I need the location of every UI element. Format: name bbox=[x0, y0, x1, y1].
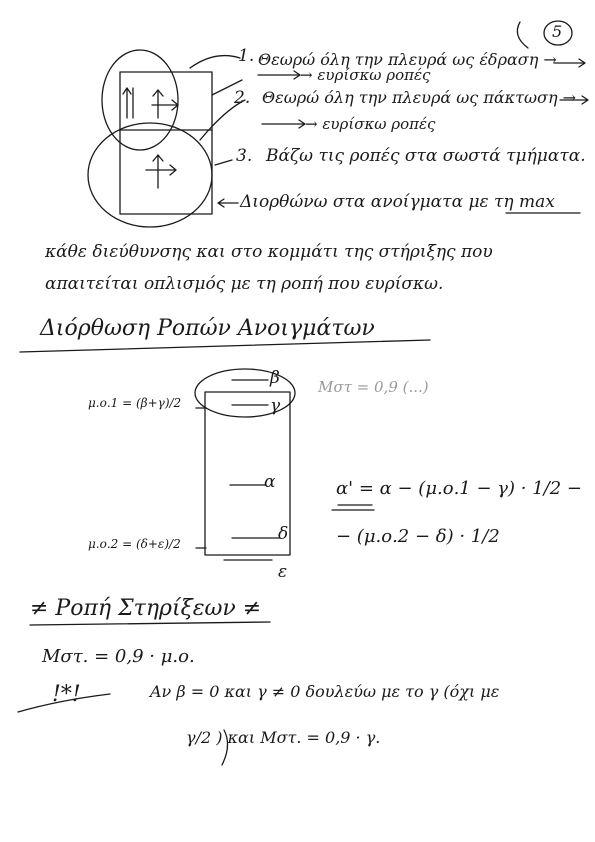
note-line-2: γ/2 ) και Mστ. = 0,9 · γ. bbox=[186, 728, 381, 747]
step-2-line1: Θεωρώ όλη την πλευρά ως πάκτωση → bbox=[262, 88, 577, 107]
step-4-line2: κάθε διεύθυνσης και στο κομμάτι της στήριξης που bbox=[45, 242, 493, 262]
page-number: 5 bbox=[552, 22, 563, 41]
formula-line-1: α' = α − (μ.ο.1 − γ) · 1/2 − bbox=[336, 478, 583, 499]
supports-formula: Mστ. = 0,9 · μ.ο. bbox=[42, 646, 195, 667]
arrow-1b bbox=[258, 71, 300, 79]
arrow-4 bbox=[218, 199, 238, 207]
step-3-num: 3. bbox=[236, 146, 253, 166]
step-1-line2: → ευρίσκω ροπές bbox=[300, 66, 431, 84]
section-underline bbox=[20, 340, 430, 352]
diagram-label-a: α bbox=[264, 472, 276, 492]
diagram-label-d: δ bbox=[278, 524, 289, 544]
corner-flourish bbox=[517, 22, 528, 48]
step-1-num: 1. bbox=[238, 46, 255, 66]
step-4-line3: απαιτείται οπλισμός με τη ροπή που ευρίσκω. bbox=[45, 274, 444, 294]
mo2-label: μ.ο.2 = (δ+ε)/2 bbox=[88, 537, 181, 551]
diagram-label-b: β bbox=[270, 368, 280, 388]
step-2-line2: → ευρίσκω ροπές bbox=[305, 115, 436, 133]
formula-line-2: − (μ.ο.2 − δ) · 1/2 bbox=[336, 526, 500, 547]
arrow-2b bbox=[262, 120, 305, 128]
section-title: Διόρθωση Ροπών Ανοιγμάτων bbox=[40, 316, 375, 341]
diagram-label-g: γ bbox=[270, 396, 281, 416]
diagram-label-e: ε bbox=[278, 562, 288, 582]
step-1-line1: Θεωρώ όλη την πλευρά ως έδραση → bbox=[258, 50, 557, 69]
supports-title: ≠ Ροπή Στηρίξεων ≠ bbox=[30, 596, 262, 621]
step-4-line1: Διορθώνω στα ανοίγματα με τη max bbox=[240, 192, 555, 212]
step-2-num: 2. bbox=[234, 88, 251, 108]
step-3-line1: Βάζω τις ροπές στα σωστά τμήματα. bbox=[266, 146, 586, 166]
faded-note: Mστ = 0,9 (...) bbox=[318, 378, 429, 396]
mo1-label: μ.ο.1 = (β+γ)/2 bbox=[88, 396, 182, 410]
note-line-1: Αν β = 0 και γ ≠ 0 δουλεύω με το γ (όχι με bbox=[150, 682, 500, 701]
supports-underline bbox=[30, 622, 270, 625]
note-mark: !*! bbox=[52, 682, 81, 707]
arrow-1 bbox=[554, 59, 585, 67]
